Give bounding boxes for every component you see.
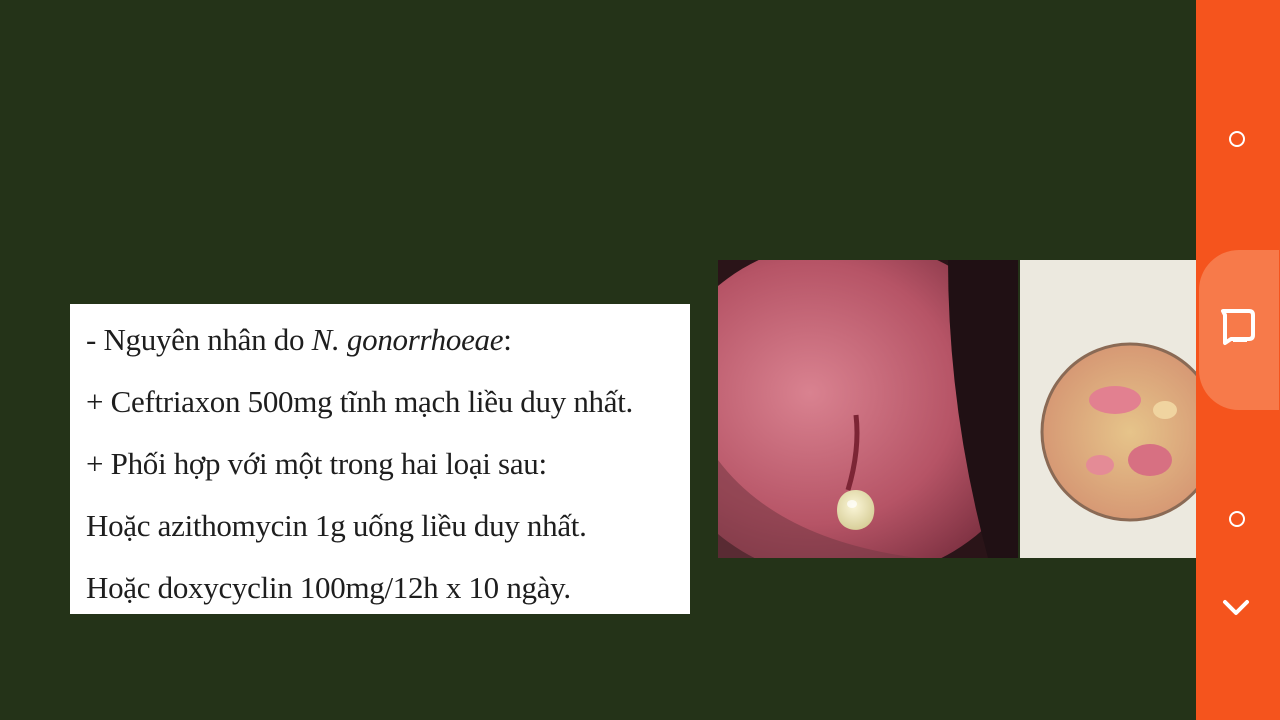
chevron-down-icon[interactable] [1222,598,1250,618]
screenshot-button[interactable] [1199,250,1279,410]
ring-icon[interactable] [1229,131,1245,147]
clinical-photo-discharge [718,260,1018,558]
text-line-cause: - Nguyên nhân do N. gonorrhoeae: [86,322,512,357]
screenshot-icon [1217,305,1261,349]
ring-icon[interactable] [1229,511,1245,527]
treatment-text-box [70,304,690,614]
text-line-doxycyclin: Hoặc doxycyclin 100mg/12h x 10 ngày. [86,570,571,605]
text-line-ceftriaxon: + Ceftriaxon 500mg tĩnh mạch liều duy nhất. [86,384,633,419]
screen-capture-side-panel [1196,0,1280,720]
text-line-combination: + Phối hợp với một trong hai loại sau: [86,446,547,481]
text-line-azithromycin: Hoặc azithomycin 1g uống liều duy nhất. [86,508,587,543]
clinical-photo-culture [1020,260,1196,558]
